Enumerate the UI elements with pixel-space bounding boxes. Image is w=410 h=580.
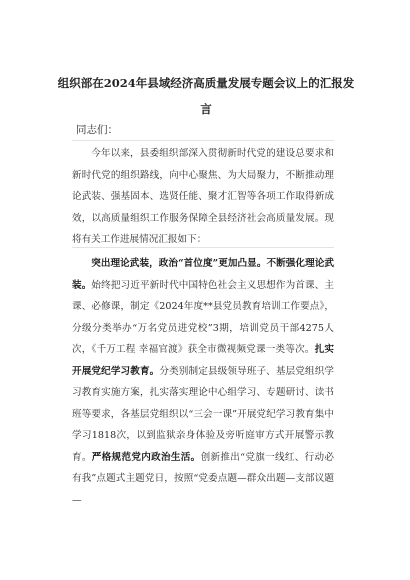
section-1-text: 始终把习近平新时代中国特色社会主义思想作为首课、主课、必修课，制定《2024年度**县党员教育培训工作要点》，分级分类举办“万名党员进党校”3期，培训党员干部4275人次，《千万工程 幸福官渡》获全市微视频党课一类等次。 <box>72 279 335 355</box>
salutation: 同志们： <box>76 124 118 136</box>
document-title: 组织部在2024年县域经济高质量发展专题会议上的汇报发言 <box>57 76 355 116</box>
divider-line <box>72 247 334 248</box>
section-paragraph <box>72 253 334 511</box>
section-3-text: 创新推出“党旗一线红、行动必有我”点题式主题党日，按照“党委点题—群众出题—支部议题— <box>72 451 335 506</box>
section-1-heading: 突出理论武装，政治“首位度”更加凸显。不断强化理论武装。 <box>72 258 334 291</box>
section-3-heading: 严格规范党内政治生活。 <box>91 451 201 463</box>
section-2-heading: 扎实开展党纪学习教育。 <box>72 344 335 377</box>
section-2-text: 分类别制定县级领导班子、基层党组织学习教育实施方案，扎实落实理论中心组学习、专题研讨、读书班等要求，各基层党组织以“三会一课”开展党纪学习教育集中学习1818次，以到监狱亲身体验及旁听庭审方式开展警示教育。 <box>72 365 335 463</box>
divider-line <box>72 140 334 141</box>
intro-paragraph: 今年以来，县委组织部深入贯彻新时代党的建设总要求和新时代党的组织路线，向中心聚焦、为大局聚力，不断推动理论武装、强基固本、选贤任能、聚才汇智等各项工作取得新成效，以高质量组织工作服务保障全县经济社会高质量发展。现将有关工作进展情况汇报如下： <box>72 148 334 245</box>
